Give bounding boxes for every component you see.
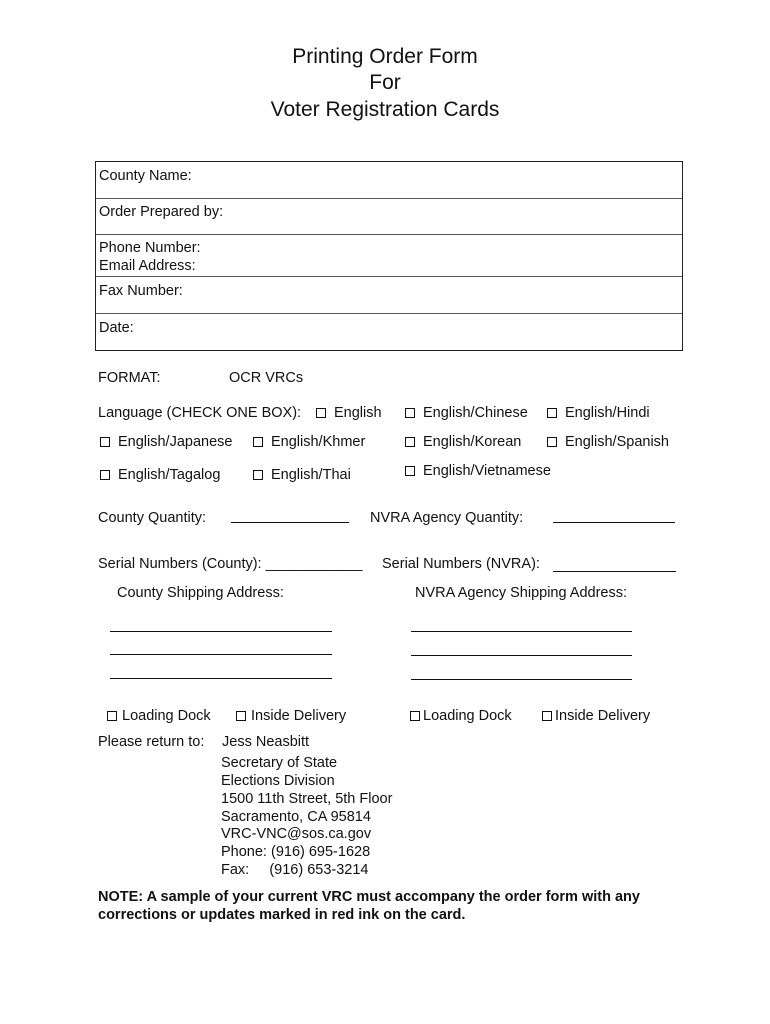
language-option-english-vietnamese[interactable]: English/Vietnamese [405, 463, 551, 480]
nvra-quantity-label: NVRA Agency Quantity: [370, 510, 524, 526]
order-prepared-by-label: Order Prepared by: [99, 204, 224, 220]
fax-number-label: Fax Number: [99, 283, 183, 299]
phone-number-label: Phone Number: [99, 240, 201, 256]
return-label: Please return to: [98, 734, 205, 750]
note-line1: NOTE: A sample of your current VRC must accompany the order form with any [98, 889, 640, 905]
language-option-english-thai[interactable]: English/Thai [253, 467, 351, 484]
county-address-line[interactable] [110, 631, 332, 632]
return-phone: Phone: (916) 695-1628 [221, 844, 371, 860]
nvra-address-line[interactable] [411, 631, 632, 632]
checkbox-icon[interactable] [405, 466, 415, 476]
return-address-line: Sacramento, CA 95814 [221, 809, 371, 825]
return-address-line: Secretary of State [221, 755, 338, 771]
return-email: VRC-VNC@sos.ca.gov [221, 826, 372, 842]
checkbox-icon[interactable] [405, 437, 415, 447]
language-option-english-korean[interactable]: English/Korean [405, 434, 521, 451]
nvra-inside-delivery-option[interactable]: Inside Delivery [542, 708, 650, 725]
nvra-quantity-line[interactable] [553, 522, 675, 523]
return-address-line: 1500 11th Street, 5th Floor [221, 791, 393, 807]
checkbox-icon[interactable] [542, 711, 552, 721]
checkbox-icon[interactable] [253, 470, 263, 480]
language-label: Language (CHECK ONE BOX): [98, 405, 302, 421]
checkbox-icon[interactable] [253, 437, 263, 447]
language-option-english-chinese[interactable]: English/Chinese [405, 405, 528, 422]
checkbox-icon[interactable] [405, 408, 415, 418]
format-label: FORMAT: [98, 370, 161, 386]
date-field[interactable] [96, 313, 682, 350]
county-quantity-label: County Quantity: [98, 510, 206, 526]
form-title-line1: Printing Order Form [292, 45, 478, 68]
fax-number-field[interactable] [96, 276, 682, 314]
county-shipping-label: County Shipping Address: [117, 585, 284, 601]
form-title-line2: For [369, 71, 401, 94]
serial-numbers-nvra-label: Serial Numbers (NVRA): [382, 556, 540, 572]
language-option-english-japanese[interactable]: English/Japanese [100, 434, 232, 451]
date-label: Date: [99, 320, 134, 336]
return-name: Jess Neasbitt [222, 734, 310, 750]
checkbox-icon[interactable] [316, 408, 326, 418]
serial-numbers-nvra-line[interactable] [553, 571, 676, 572]
language-option-english-tagalog[interactable]: English/Tagalog [100, 467, 220, 484]
nvra-loading-dock-option[interactable]: Loading Dock [410, 708, 512, 725]
order-prepared-by-field[interactable] [96, 198, 682, 235]
checkbox-icon[interactable] [547, 408, 557, 418]
county-address-line[interactable] [110, 678, 332, 679]
nvra-address-line[interactable] [411, 655, 632, 656]
return-fax: Fax: (916) 653-3214 [221, 862, 369, 878]
county-quantity-line[interactable] [231, 522, 349, 523]
serial-numbers-county-label: Serial Numbers (County): ____________ [98, 556, 363, 572]
checkbox-icon[interactable] [236, 711, 246, 721]
checkbox-icon[interactable] [107, 711, 117, 721]
language-option-english-spanish[interactable]: English/Spanish [547, 434, 669, 451]
county-name-label: County Name: [99, 168, 192, 184]
checkbox-icon[interactable] [547, 437, 557, 447]
format-value: OCR VRCs [229, 370, 304, 386]
language-option-english-hindi[interactable]: English/Hindi [547, 405, 650, 422]
language-option-english-khmer[interactable]: English/Khmer [253, 434, 365, 451]
county-address-line[interactable] [110, 654, 332, 655]
phone-email-field[interactable] [96, 234, 682, 277]
county-inside-delivery-option[interactable]: Inside Delivery [236, 708, 346, 725]
language-option-english[interactable]: English [316, 405, 382, 422]
nvra-shipping-label: NVRA Agency Shipping Address: [415, 585, 627, 601]
checkbox-icon[interactable] [100, 470, 110, 480]
contact-info-box [95, 161, 683, 351]
county-name-field[interactable] [96, 162, 682, 199]
return-address-line: Elections Division [221, 773, 335, 789]
county-loading-dock-option[interactable]: Loading Dock [107, 708, 211, 725]
checkbox-icon[interactable] [100, 437, 110, 447]
note-line2: corrections or updates marked in red ink on the card. [98, 907, 466, 923]
checkbox-icon[interactable] [410, 711, 420, 721]
nvra-address-line[interactable] [411, 679, 632, 680]
email-address-label: Email Address: [99, 258, 196, 274]
form-title-line3: Voter Registration Cards [270, 98, 500, 121]
